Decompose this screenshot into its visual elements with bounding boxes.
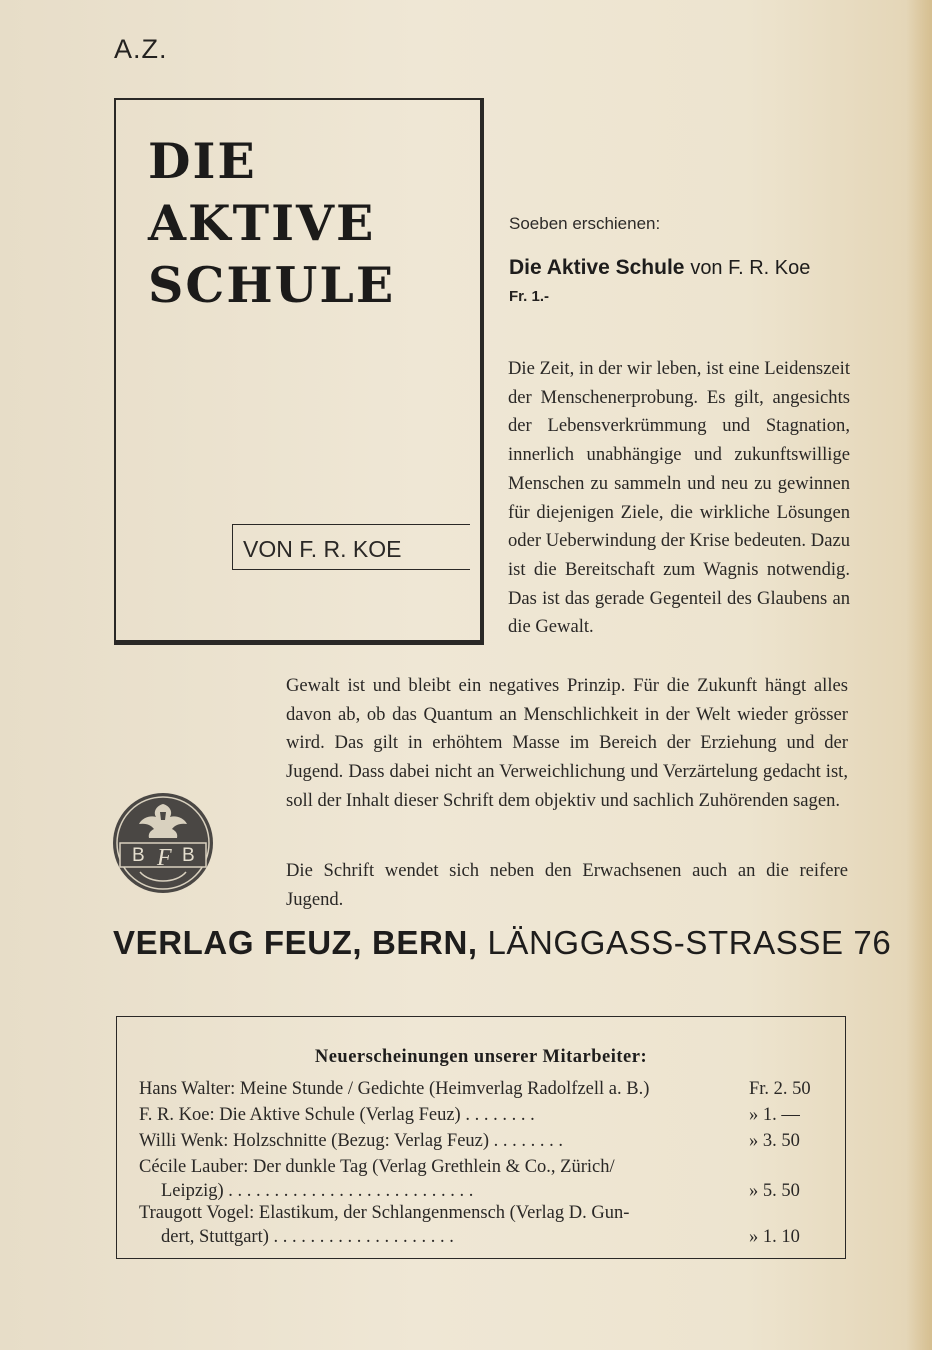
emblem-letter: B — [182, 845, 195, 866]
emblem-letter: F — [157, 845, 172, 871]
publisher-address: LÄNGGASS-STRASSE 76 — [487, 924, 892, 961]
emblem-letter: B — [132, 845, 145, 866]
book-cover — [114, 98, 484, 645]
release-price: Fr. 2. 50 — [749, 1079, 811, 1099]
cover-title-line: SCHULE — [148, 256, 396, 314]
book-byline: von F. R. Koe — [690, 257, 811, 279]
release-price: » 1. 10 — [749, 1227, 800, 1247]
book-title: Die Aktive Schule — [509, 256, 685, 279]
announcement-book — [509, 256, 810, 280]
cover-author: VON F. R. KOE — [232, 524, 470, 570]
header-code: A.Z. — [114, 34, 168, 64]
audience-paragraph: Die Schrift wendet sich neben den Erwachsenen auch an die reifere Jugend. — [286, 860, 848, 910]
book-price: Fr. 1.- — [509, 288, 550, 305]
release-text-continued: Leipzig) . . . . . . . . . . . . . . . . . . . . . . . . . . . — [161, 1181, 474, 1201]
release-text: Traugott Vogel: Elastikum, der Schlangenmensch (Verlag D. Gun- — [139, 1203, 630, 1223]
release-text: Willi Wenk: Holzschnitte (Bezug: Verlag Feuz) . . . . . . . . — [139, 1131, 564, 1151]
cover-title-line: DIE — [148, 132, 257, 190]
release-text: Hans Walter: Meine Stunde / Gedichte (Heimverlag Radolfzell a. B.) — [139, 1079, 650, 1099]
publisher-line — [113, 924, 891, 962]
publisher-name: VERLAG FEUZ, BERN, — [113, 924, 478, 961]
description-paragraph: Die Zeit, in der wir leben, ist eine Leidenszeit der Menschenerprobung. Es gilt, angesichts der Lebensverkrümmung und Stagnation, innerlich unabhängige und zukunftswillige Menschen zu sammeln und neu zu gewinnen für diejenigen Ziele, die wirkliche Lösungen oder Ueberwindung der Krise bedeuten. Dazu ist die Bereitschaft zum Wagnis notwendig. Das ist das gerade Gegenteil des Glaubens an die Gewalt. — [508, 358, 850, 638]
description-paragraph-continued: Gewalt ist und bleibt ein negatives Prinzip. Für die Zukunft hängt alles davon ab, ob das Quantum an Menschlichkeit in der Welt wieder grösser wird. Das gilt in erhöhtem Masse im Bereich der Erziehung und der Jugend. Dass dabei nicht an Verweichlichung und Verzärtelung gedacht ist, soll der Inhalt dieser Schrift dem objektiv und sachlich Zuhörenden sagen. — [286, 675, 848, 811]
release-price: » 5. 50 — [749, 1181, 800, 1201]
release-text: Cécile Lauber: Der dunkle Tag (Verlag Grethlein & Co., Zürich/ — [139, 1157, 615, 1177]
announcement-label: Soeben erschienen: — [509, 214, 661, 233]
release-text-continued: dert, Stuttgart) . . . . . . . . . . . . . . . . . . . . — [161, 1227, 454, 1247]
releases-heading: Neuerscheinungen unserer Mitarbeiter: — [314, 1047, 648, 1067]
cover-title — [148, 130, 395, 316]
paper-edge — [906, 0, 932, 1350]
publisher-emblem-icon — [110, 790, 216, 896]
release-price: » 3. 50 — [749, 1131, 800, 1151]
release-text: F. R. Koe: Die Aktive Schule (Verlag Feuz) . . . . . . . . — [139, 1105, 535, 1125]
new-releases-box — [116, 1016, 846, 1259]
cover-title-line: AKTIVE — [148, 194, 376, 252]
release-price: » 1. — — [749, 1105, 800, 1125]
